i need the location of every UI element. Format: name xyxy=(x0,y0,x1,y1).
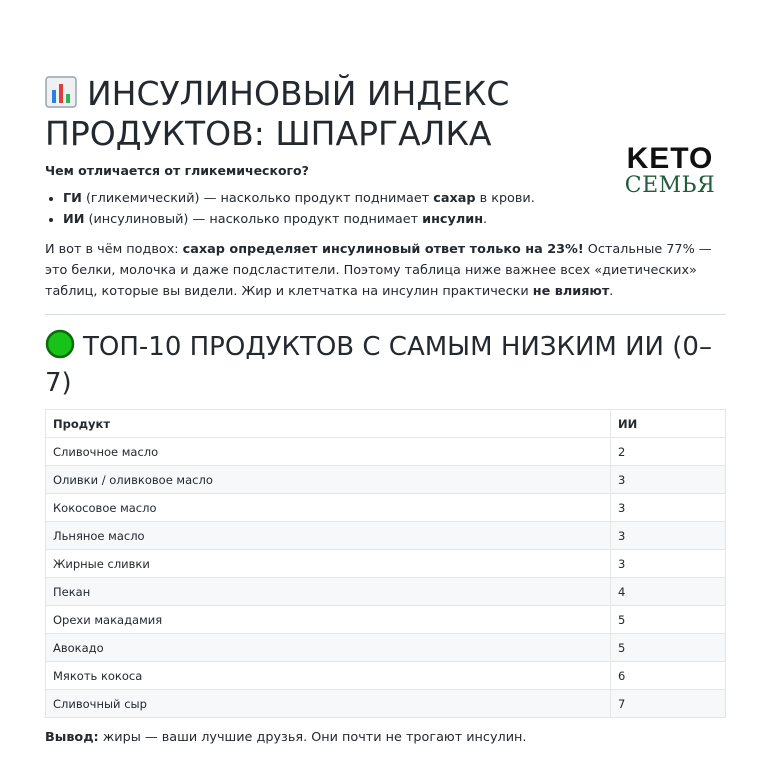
divider xyxy=(45,314,726,315)
table-row: Сливочное масло 2 xyxy=(46,438,726,466)
conclusion: Вывод: жиры — ваши лучшие друзья. Они почти не трогают инсулин. xyxy=(45,730,527,745)
section-title: ТОП-10 ПРОДУКТОВ С САМЫМ НИЗКИМ ИИ (0–7) xyxy=(45,329,726,401)
table-row: Сливочный сыр 7 xyxy=(46,690,726,718)
column-header-product: Продукт xyxy=(46,410,611,438)
column-header-ii: ИИ xyxy=(611,410,726,438)
table-row: Пекан 4 xyxy=(46,578,726,606)
green-circle-icon xyxy=(45,329,75,359)
document-body xyxy=(45,74,726,748)
table-row: Льняное масло 3 xyxy=(46,522,726,550)
list-item: • ИИ (инсулиновый) — насколько продукт поднимает инсулин. xyxy=(63,209,726,230)
insulin-index-table xyxy=(45,409,726,718)
table-row: Мякоть кокоса 6 xyxy=(46,662,726,690)
table-row: Жирные сливки 3 xyxy=(46,550,726,578)
definition-list xyxy=(45,188,726,230)
bar-chart-icon xyxy=(45,76,77,108)
page-title xyxy=(45,74,726,154)
intro-paragraph: И вот в чём подвох: сахар определяет инсулиновый ответ только на 23%! Остальные 77% — это белки, молочка и даже подсластители. Поэтому таблица ниже важнее всех «диетических» таблиц, которые вы видели. Жир и клетчатка на инсулин практически не влияют. xyxy=(45,242,712,299)
logo-line-2: СЕМЬЯ xyxy=(624,173,716,198)
subheading: Чем отличается от гликемического? xyxy=(45,163,309,178)
page-title-text: ИНСУЛИНОВЫЙ ИНДЕКС ПРОДУКТОВ: ШПАРГАЛКА xyxy=(45,74,510,153)
table-row: Авокадо 5 xyxy=(46,634,726,662)
logo-line-1: KETO xyxy=(626,142,714,175)
table-row: Оливки / оливковое масло 3 xyxy=(46,466,726,494)
table-header-row xyxy=(46,410,726,438)
list-item: • ГИ (гликемический) — насколько продукт поднимает сахар в крови. xyxy=(63,188,726,209)
table-row: Кокосовое масло 3 xyxy=(46,494,726,522)
table-row: Орехи макадамия 5 xyxy=(46,606,726,634)
